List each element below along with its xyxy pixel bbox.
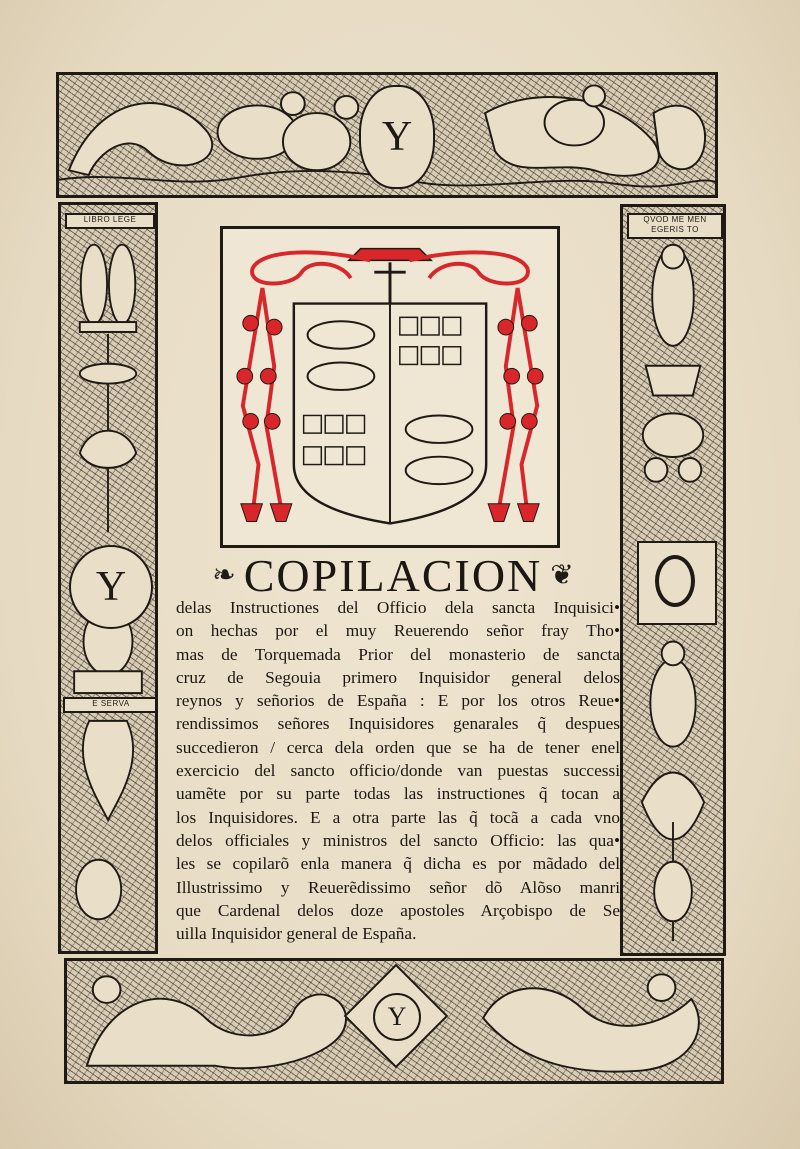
text-line: exercicio del sancto officio/donde van puestas successi: [176, 761, 620, 781]
right-woodcut-border: [620, 204, 726, 956]
coat-of-arms-illustration: [223, 229, 557, 545]
text-line: Illustrissimo y Reuerẽdissimo señor dõ Alõso manri: [176, 877, 620, 897]
left-woodcut-border: [58, 202, 158, 954]
left-initial-letter: Y: [95, 564, 127, 610]
left-initial-roundel: [69, 545, 153, 629]
text-line: delos officiales y ministros del sancto Officio: las qua•: [176, 830, 620, 850]
body-text: [176, 596, 620, 945]
bottom-woodcut-border: [64, 958, 724, 1084]
bottom-initial-roundel: [373, 993, 421, 1041]
heraldic-shield-icon: [294, 304, 486, 524]
archiepiscopal-cross-icon: [374, 262, 405, 307]
bottom-initial-letter: Y: [387, 1002, 407, 1031]
text-line: cruz de Segouia primero Inquisidor general delos: [176, 667, 620, 687]
document-title: COPILACION: [243, 550, 543, 601]
text-line: delas Instructiones del Officio dela sancta Inquisici•: [176, 598, 620, 617]
right-fleuron-icon: ❦: [550, 560, 574, 591]
right-cartouche: [627, 213, 723, 239]
right-cartouche-text: QVOD ME MEN EGERIS TO: [643, 215, 707, 234]
top-woodcut-border: [56, 72, 718, 198]
left-cartouche: [65, 213, 155, 229]
left-banner: [63, 697, 158, 713]
text-line: uamẽte por su parte todas las instructiones q̃ tocan a: [176, 784, 620, 804]
text-line: los Inquisidores. E a otra parte las q̃ tocã a cada vno: [176, 807, 620, 827]
right-oval-medallion-icon: [637, 541, 717, 625]
text-line: uilla Inquisidor general de España.: [176, 924, 417, 944]
left-cartouche-text: LIBRO LEGE: [83, 215, 137, 224]
text-line: mas de Torquemada Prior del monasterio de sancta: [176, 644, 620, 664]
text-line: les se copilarõ enla manera q̃ dicha es por mãdado del: [176, 854, 620, 874]
cardinal-coat-of-arms: [220, 226, 560, 548]
text-line: succedieron / cerca dela orden que se ha de tener enel: [176, 737, 620, 757]
text-line: reynos y señorios de España : E por los otros Reue•: [176, 691, 620, 711]
left-banner-text: E SERVA: [92, 699, 130, 708]
top-initial-roundel: [359, 85, 435, 189]
top-initial-letter: Y: [381, 114, 413, 160]
text-line: on hechas por el muy Reuerendo señor fray Tho•: [176, 621, 620, 641]
text-line: rendissimos señores Inquisidores genarales q̃ despues: [176, 714, 620, 734]
text-line: que Cardenal delos doze apostoles Arçobispo de Se: [176, 900, 620, 920]
left-fleuron-icon: ❧: [212, 560, 236, 591]
